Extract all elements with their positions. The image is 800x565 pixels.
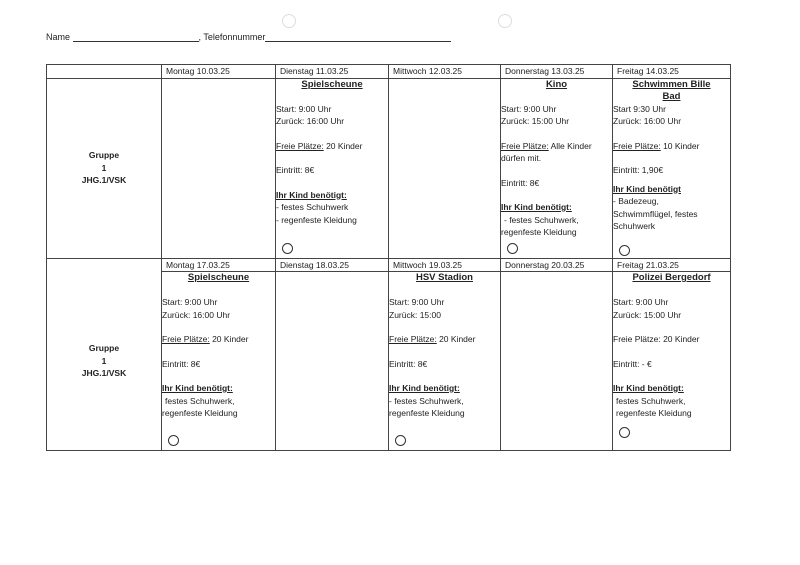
activity-title: Schwimmen Bille Bad <box>632 78 711 102</box>
name-field-line[interactable] <box>73 41 199 42</box>
name-label: Name <box>46 32 71 42</box>
schedule-table <box>46 64 731 451</box>
date-cell: Montag 17.03.25 <box>162 258 276 272</box>
date-cell: Mittwoch 19.03.25 <box>389 258 501 272</box>
activity-cell-hsv-stadion: HSV Stadion Start: 9:00 Uhr Zurück: 15:00 Freie Plätze: 20 Kinder Eintritt: 8€ Ihr Kind benötigt: - festes Schuhwerk, regenfeste Kleidung <box>389 272 501 451</box>
form-header <box>46 32 451 42</box>
group-date-spacer <box>47 258 162 272</box>
signup-checkbox[interactable] <box>619 245 630 256</box>
activity-title: Spielscheune <box>187 272 250 283</box>
activity-cell-empty <box>276 272 389 451</box>
activity-title: Kino <box>545 78 568 90</box>
punch-hole-left <box>282 14 296 28</box>
activity-cell-empty <box>162 78 276 258</box>
date-cell: Freitag 21.03.25 <box>613 258 731 272</box>
date-row-week2 <box>47 258 731 272</box>
date-cell: Freitag 14.03.25 <box>613 65 731 79</box>
activity-cell-empty <box>389 78 501 258</box>
date-cell: Donnerstag 20.03.25 <box>501 258 613 272</box>
signup-checkbox[interactable] <box>395 435 406 446</box>
group-label-week2: Gruppe 1 JHG.1/VSK <box>47 272 162 451</box>
activity-cell-kino: Kino Start: 9:00 Uhr Zurück: 15:00 Uhr Freie Plätze: Alle Kinder dürfen mit. Eintritt: 8€ Ihr Kind benötigt: - festes Schuhwerk, regenfeste Kleidung <box>501 78 613 258</box>
activity-cell-spielscheune: Spielscheune Start: 9:00 Uhr Zurück: 16:00 Uhr Freie Plätze: 20 Kinder Eintritt: 8€ Ihr Kind benötigt: festes Schuhwerk, regenfeste Kleidung <box>162 272 276 451</box>
activity-title: Polizei Bergedorf <box>632 272 711 283</box>
activity-cell-polizei: Polizei Bergedorf Start: 9:00 Uhr Zurück: 15:00 Uhr Freie Plätze: 20 Kinder Eintritt: - € Ihr Kind benötigt: festes Schuhwerk, regenfeste Kleidung <box>613 272 731 451</box>
activity-row-week2 <box>47 272 731 451</box>
date-cell: Donnerstag 13.03.25 <box>501 65 613 79</box>
activity-title: Spielscheune <box>301 78 363 90</box>
date-cell: Mittwoch 12.03.25 <box>389 65 501 79</box>
date-row-week1 <box>47 65 731 79</box>
punch-hole-right <box>498 14 512 28</box>
activity-row-week1 <box>47 78 731 258</box>
signup-checkbox[interactable] <box>282 243 293 254</box>
group-date-spacer <box>47 65 162 79</box>
activity-cell-spielscheune: Spielscheune Start: 9:00 Uhr Zurück: 16:00 Uhr Freie Plätze: 20 Kinder Eintritt: 8€ Ihr Kind benötigt: - festes Schuhwerk - regenfeste Kleidung <box>276 78 389 258</box>
date-cell: Dienstag 18.03.25 <box>276 258 389 272</box>
date-cell: Montag 10.03.25 <box>162 65 276 79</box>
group-label-week1: Gruppe 1 JHG.1/VSK <box>47 78 162 258</box>
date-cell: Dienstag 11.03.25 <box>276 65 389 79</box>
signup-checkbox[interactable] <box>507 243 518 254</box>
activity-title: HSV Stadion <box>415 272 473 283</box>
signup-checkbox[interactable] <box>619 427 630 438</box>
phone-label: , Telefonnummer <box>198 32 266 42</box>
phone-field-line[interactable] <box>265 41 451 42</box>
activity-cell-empty <box>501 272 613 451</box>
activity-cell-schwimmen: Schwimmen Bille Bad Start 9:30 Uhr Zurück: 16:00 Uhr Freie Plätze: 10 Kinder Eintritt: 1,90€ Ihr Kind benötigt - Badezeug, Schwimmflügel, festes Schuhwerk <box>613 78 731 258</box>
signup-checkbox[interactable] <box>168 435 179 446</box>
